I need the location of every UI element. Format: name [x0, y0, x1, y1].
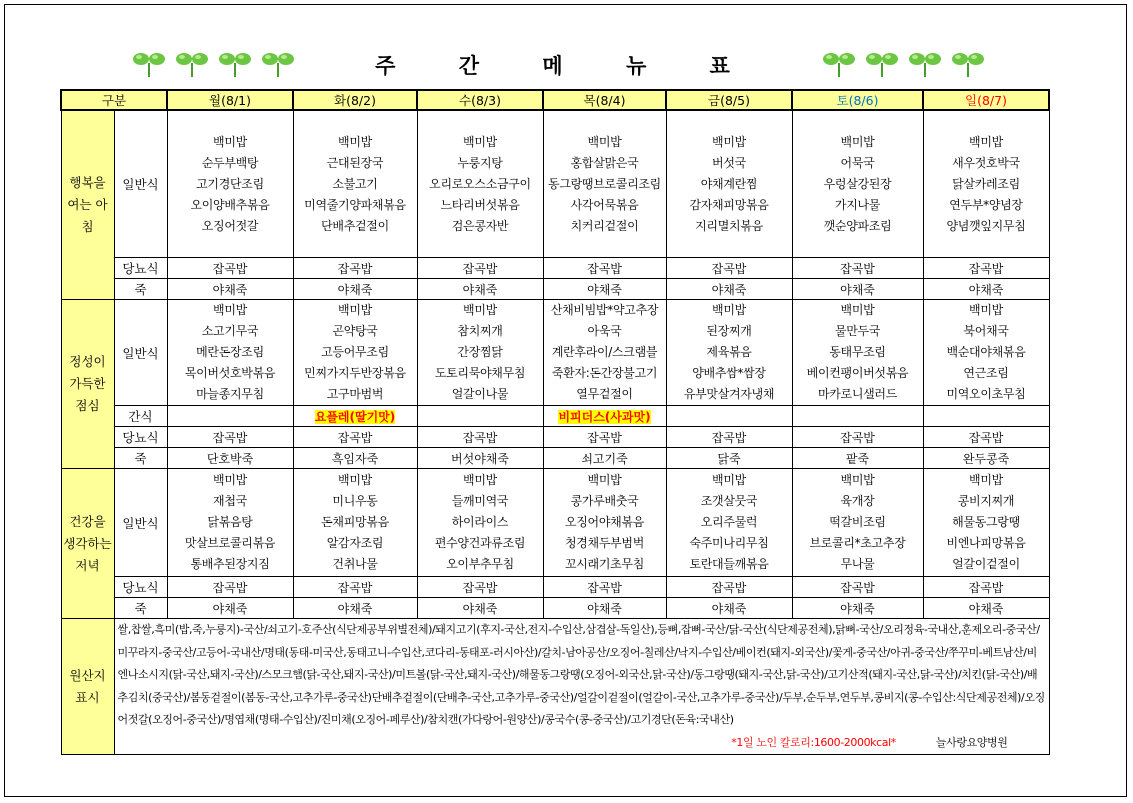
sub-row-value: 야채죽 [923, 598, 1049, 619]
menu-item: 치커리겉절이 [570, 218, 639, 233]
menu-item: 고등어무조림 [321, 345, 389, 359]
menu-item: 해물동그랑땡 [952, 515, 1020, 529]
menu-item-list [294, 300, 417, 405]
menu-item: 누룽지탕 [457, 155, 503, 170]
sub-row-value: 야채죽 [543, 598, 666, 619]
menu-item: 백미밥 [587, 473, 622, 487]
menu-item: 고기경단조림 [196, 176, 264, 191]
menu-item: 제육볶음 [706, 345, 752, 359]
menu-item-list [294, 132, 417, 237]
sub-row-value: 단호박죽 [167, 448, 293, 469]
menu-item: 닭볶음탕 [207, 515, 253, 529]
menu-cell [167, 300, 293, 406]
menu-cell [666, 300, 792, 406]
origin-footer [118, 732, 1046, 755]
sub-row-value: 잡곡밥 [923, 577, 1049, 598]
sub-row-value: 잡곡밥 [417, 258, 543, 279]
menu-item: 간장찜닭 [457, 345, 503, 359]
sub-row-value: 야채죽 [417, 279, 543, 300]
menu-item: 야채계란찜 [700, 176, 758, 191]
menu-item: 백미밥 [712, 134, 746, 149]
day-header [792, 90, 923, 110]
menu-item: 백미밥 [840, 473, 875, 487]
menu-item: 느타리버섯볶음 [440, 197, 520, 212]
sub-row-value: 잡곡밥 [543, 258, 666, 279]
sub-row-value: 야채죽 [293, 279, 417, 300]
meal-sub-row [61, 427, 1049, 448]
menu-item: 맛살브로콜리볶음 [184, 536, 276, 550]
menu-item: 비엔나피망볶음 [946, 536, 1026, 550]
menu-item: 미니우동 [332, 494, 378, 508]
menu-item: 목이버섯호박볶음 [184, 366, 276, 380]
sub-row-value: 잡곡밥 [792, 427, 923, 448]
day-date: (8/4) [595, 93, 626, 108]
sub-row-value [923, 406, 1049, 427]
meal-name: 건강을 생각하는 저녁 [61, 469, 114, 619]
menu-item: 얼갈이겉절이 [952, 557, 1020, 571]
sub-row-value [543, 406, 666, 427]
menu-item: 얼갈이나물 [451, 387, 509, 401]
sub-row-value: 버섯야채죽 [417, 448, 543, 469]
menu-item-list [793, 470, 923, 575]
menu-item: 백미밥 [463, 303, 497, 317]
origin-text: 쌀,찹쌀,흑미(밥,죽,누룽지)-국산/쇠고기-호주산(식단제공부위별전체)/돼지고기(후지-국산,전지-수입산,삼겹살-독일산),등뼈,잡뼈-국산/닭-국산(식단제공전체),닭뼈-국산/오리정육-국내산,훈제오리-중국산/미꾸라지-중국산/고등어-국내산/명태(동태-미국산,동태고니-수입산,코다리-동태포-러시아산)/갈치-남아공산/오징어-칠레산/낙지-수입산/베이컨(돼지-외국산)/꽃게-중국산/아귀-중국산/쭈꾸미-베트남산/비엔나소시지(닭-국산,돼지-국산)/스모크햄(닭-국산,돼지-국산)/미트볼(닭-국산,돼지-국산)/해물동그랑땡(오징어-외국산,닭-국산)/동그랑땡(돼지-국산,닭-국산)/고기산적(돼지-국산,닭-국산)/치킨(닭-국산)/배추김치(중국산)/봄동겉절이(봄동-국산,고추가루-중국산)단배추겉절이(단배추-국산,고추가루-중국산)/얼갈이겉절이(얼갈이-국산,고추가루-중국산)/두부,순두부,연두부,콩비지(콩-수입산:식단제공전체)/오징어젓갈(오징어-중국산)/명엽채(명태-수입산)/진미채(오징어-페루산)/참치캔(가다랑어-원양산)/콩국수(콩-중국산)/고기경단(돈육:국내산) [117, 623, 1045, 726]
sub-row-value: 야채죽 [923, 279, 1049, 300]
day-header [666, 90, 792, 110]
day-header [167, 90, 293, 110]
menu-item: 무나물 [840, 557, 875, 571]
menu-item: 하이라이스 [451, 515, 509, 529]
sub-row-value: 팥죽 [792, 448, 923, 469]
menu-item: 오징어야채볶음 [564, 515, 645, 529]
day-date: (8/1) [221, 93, 251, 108]
menu-item: 우렁살강된장 [823, 176, 892, 191]
origin-label: 원산지 표시 [61, 619, 114, 755]
menu-item: 북어채국 [963, 324, 1009, 338]
menu-item-list [793, 300, 923, 405]
day-header [293, 90, 417, 110]
day-header [417, 90, 543, 110]
day-date: (8/7) [977, 93, 1007, 108]
sub-row-value: 잡곡밥 [543, 427, 666, 448]
menu-cell [293, 469, 417, 577]
header-row [61, 90, 1049, 110]
menu-item: 백미밥 [712, 303, 746, 317]
menu-item: 민찌가지두반장볶음 [304, 366, 406, 380]
menu-cell [167, 469, 293, 577]
sub-row-value: 잡곡밥 [792, 577, 923, 598]
menu-item: 가지나물 [834, 197, 881, 212]
sub-row-label: 당뇨식 [114, 427, 167, 448]
day-date: (8/3) [471, 93, 501, 108]
menu-item: 백미밥 [712, 473, 746, 487]
menu-cell [792, 110, 923, 258]
sub-row-value: 닭죽 [666, 448, 792, 469]
menu-item: 백미밥 [969, 134, 1003, 149]
menu-item: 백미밥 [213, 134, 247, 149]
sub-row-value: 잡곡밥 [167, 258, 293, 279]
day-name: 일 [965, 93, 978, 108]
meal-regular-row [61, 110, 1049, 258]
sub-row-label: 당뇨식 [114, 258, 167, 279]
menu-item: 돈채피망볶음 [321, 515, 389, 529]
sub-row-value [293, 406, 417, 427]
menu-cell [543, 110, 666, 258]
menu-item: 도토리묵야채무침 [434, 366, 526, 380]
menu-item-list [418, 470, 543, 575]
menu-item: 백미밥 [338, 473, 372, 487]
menu-item-list [924, 470, 1049, 575]
sub-row-value: 잡곡밥 [666, 427, 792, 448]
menu-item-list [294, 470, 417, 575]
menu-item: 곤약탕국 [332, 324, 378, 338]
menu-item: 마늘종지무침 [196, 387, 264, 401]
day-header [543, 90, 666, 110]
sub-row-value: 완두콩죽 [923, 448, 1049, 469]
menu-item: 베이컨팽이버섯볶음 [806, 366, 909, 380]
meal-sub-row [61, 406, 1049, 427]
menu-item: 깻순양파조림 [823, 218, 892, 233]
sub-row-value: 잡곡밥 [543, 577, 666, 598]
menu-item: 미역줄기양파채볶음 [304, 197, 406, 212]
sub-row-value: 야채죽 [666, 279, 792, 300]
regular-diet-label: 일반식 [114, 469, 167, 577]
menu-item: 지리멸치볶음 [695, 218, 763, 233]
sub-row-value: 쇠고기죽 [543, 448, 666, 469]
origin-row [61, 619, 1049, 755]
day-name: 목 [583, 93, 596, 108]
menu-item: 버섯국 [712, 155, 746, 170]
menu-item-list [667, 132, 792, 237]
meal-sub-row [61, 448, 1049, 469]
meal-name: 정성이 가득한 점심 [61, 300, 114, 469]
sub-row-value: 야채죽 [293, 598, 417, 619]
meal-sub-row [61, 258, 1049, 279]
sub-row-value: 야채죽 [417, 598, 543, 619]
sub-row-value: 잡곡밥 [293, 258, 417, 279]
menu-cell [666, 469, 792, 577]
menu-item: 조갯살뭇국 [700, 494, 758, 508]
sub-row-value: 잡곡밥 [293, 577, 417, 598]
menu-item-list [667, 300, 792, 405]
menu-item: 숙주미나리무침 [689, 536, 769, 550]
menu-item: 재첩국 [213, 494, 247, 508]
menu-cell [543, 300, 666, 406]
menu-item: 양배추쌈*쌈장 [692, 366, 766, 380]
menu-cell [293, 300, 417, 406]
page-title: 주 간 메 뉴 표 [375, 54, 758, 78]
menu-item-list [168, 470, 293, 575]
regular-diet-label: 일반식 [114, 300, 167, 406]
sub-row-value: 잡곡밥 [666, 577, 792, 598]
menu-cell [417, 469, 543, 577]
menu-item: 떡갈비조림 [829, 515, 886, 529]
menu-item: 검은콩자반 [451, 218, 509, 233]
menu-item: 백미밥 [587, 134, 622, 149]
menu-cell [417, 110, 543, 258]
menu-item: 근대된장국 [326, 155, 384, 170]
menu-cell [923, 110, 1049, 258]
calorie-note: *1일 노인 칼로리:1600-2000kcal* [731, 735, 896, 749]
sub-row-value: 잡곡밥 [666, 258, 792, 279]
sub-row-value: 야채죽 [792, 598, 923, 619]
menu-item: 꼬시래기초무침 [564, 557, 645, 571]
menu-item: 어묵국 [840, 155, 875, 170]
menu-item: 동태무조림 [829, 345, 886, 359]
snack-highlight: 비피더스(사과맛) [558, 409, 651, 424]
day-name: 금 [708, 93, 721, 108]
meal-sub-row [61, 279, 1049, 300]
menu-item: 참치찌개 [457, 324, 503, 338]
menu-item: 된장찌개 [706, 324, 752, 338]
sub-row-value: 잡곡밥 [792, 258, 923, 279]
menu-item: 홍합살맑은국 [570, 155, 639, 170]
sub-row-value [167, 406, 293, 427]
menu-item: 오이양배추볶음 [190, 197, 270, 212]
menu-item: 백미밥 [463, 134, 497, 149]
sub-row-label: 죽 [114, 279, 167, 300]
menu-item-list [924, 300, 1049, 405]
sub-row-value: 잡곡밥 [167, 427, 293, 448]
menu-item: 오리주물럭 [700, 515, 758, 529]
menu-cell [792, 469, 923, 577]
sub-row-value [417, 406, 543, 427]
sub-row-value: 잡곡밥 [167, 577, 293, 598]
menu-item-list [544, 300, 666, 405]
menu-item: 육개장 [840, 494, 875, 508]
day-name: 수 [459, 93, 472, 108]
menu-item: 백미밥 [969, 473, 1003, 487]
menu-item: 들깨미역국 [451, 494, 509, 508]
day-date: (8/5) [720, 93, 750, 108]
menu-item-list [544, 470, 666, 575]
menu-item: 토란대들깨볶음 [689, 557, 769, 571]
menu-item: 백순대야채볶음 [946, 345, 1026, 359]
menu-item: 동그랑땡브로콜리조림 [548, 176, 661, 191]
day-header [923, 90, 1049, 110]
header-label: 구분 [61, 90, 167, 110]
sub-row-label: 죽 [114, 448, 167, 469]
menu-item: 미역오이초무침 [946, 387, 1026, 401]
menu-cell [923, 300, 1049, 406]
sub-row-label: 당뇨식 [114, 577, 167, 598]
day-name: 월 [209, 93, 222, 108]
menu-item: 오징어젓갈 [201, 218, 259, 233]
sub-row-label: 죽 [114, 598, 167, 619]
menu-item-list [924, 132, 1049, 237]
menu-cell [792, 300, 923, 406]
sub-row-value: 잡곡밥 [293, 427, 417, 448]
menu-item: 알감자조림 [326, 536, 384, 550]
sub-row-value: 잡곡밥 [417, 427, 543, 448]
menu-item: 연근조림 [963, 366, 1009, 380]
sprout-icon [951, 48, 985, 78]
menu-item: 유부맛살겨자냉채 [683, 387, 775, 401]
menu-item: 열무겉절이 [576, 387, 633, 401]
menu-item-list [667, 470, 792, 575]
menu-cell [923, 469, 1049, 577]
menu-item: 단배추겉절이 [321, 218, 389, 233]
menu-item: 연두부*양념장 [949, 197, 1023, 212]
meal-sub-row [61, 577, 1049, 598]
menu-item: 사각어묵볶음 [570, 197, 639, 212]
menu-item: 백미밥 [969, 303, 1003, 317]
menu-cell [666, 110, 792, 258]
menu-item: 물만두국 [834, 324, 881, 338]
sprout-decoration-right [822, 48, 985, 78]
menu-item: 브로콜리*초고추장 [809, 536, 906, 550]
meal-sub-row [61, 598, 1049, 619]
menu-item: 소고기무국 [201, 324, 259, 338]
sub-row-value: 야채죽 [666, 598, 792, 619]
menu-item: 메란돈장조림 [196, 345, 264, 359]
menu-item: 아욱국 [587, 324, 622, 338]
day-date: (8/6) [848, 93, 879, 108]
menu-item-list [168, 132, 293, 237]
menu-item: 산채비빔밥*약고추장 [550, 303, 659, 317]
meal-name: 행복을 여는 아침 [61, 110, 114, 300]
day-date: (8/2) [346, 93, 376, 108]
menu-item: 청경채두부범벅 [564, 536, 645, 550]
menu-item: 건취나물 [332, 557, 378, 571]
menu-item: 감자채피망볶음 [689, 197, 769, 212]
menu-item: 새우젓호박국 [952, 155, 1020, 170]
sub-row-label: 간식 [114, 406, 167, 427]
sub-row-value: 잡곡밥 [923, 258, 1049, 279]
sub-row-value: 야채죽 [167, 598, 293, 619]
menu-item-list [544, 132, 666, 237]
sprout-icon [822, 48, 856, 78]
menu-item: 마카로니샐러드 [817, 387, 898, 401]
menu-item: 고구마범벅 [326, 387, 384, 401]
menu-item: 백미밥 [840, 303, 875, 317]
menu-cell [543, 469, 666, 577]
menu-item: 백미밥 [463, 473, 497, 487]
menu-item: 백미밥 [213, 473, 247, 487]
menu-item: 순두부백탕 [201, 155, 259, 170]
menu-item: 백미밥 [338, 134, 372, 149]
sub-row-value: 흑임자죽 [293, 448, 417, 469]
menu-item: 죽환자:돈간장불고기 [551, 366, 658, 380]
day-name: 화 [334, 93, 347, 108]
menu-item: 백미밥 [213, 303, 247, 317]
menu-item: 백미밥 [840, 134, 875, 149]
regular-diet-label: 일반식 [114, 110, 167, 258]
menu-item-list [168, 300, 293, 405]
origin-details [114, 619, 1049, 755]
menu-item-list [793, 132, 923, 237]
sub-row-value: 잡곡밥 [923, 427, 1049, 448]
hospital-name: 늘사랑요양병원 [935, 735, 1008, 749]
menu-item: 양념깻잎지무침 [946, 218, 1026, 233]
menu-cell [293, 110, 417, 258]
sub-row-value: 야채죽 [167, 279, 293, 300]
menu-item-list [418, 300, 543, 405]
menu-item: 통배추된장지짐 [190, 557, 270, 571]
menu-item: 백미밥 [338, 303, 372, 317]
menu-item: 계란후라이/스크램블 [551, 345, 658, 359]
sub-row-value: 잡곡밥 [417, 577, 543, 598]
sub-row-value: 야채죽 [543, 279, 666, 300]
menu-item-list [418, 132, 543, 237]
menu-item: 편수양건과류조림 [434, 536, 526, 550]
weekly-menu-table [60, 89, 1050, 755]
menu-item: 닭살카레조림 [952, 176, 1020, 191]
menu-item: 소불고기 [332, 176, 378, 191]
sub-row-value [792, 406, 923, 427]
menu-cell [417, 300, 543, 406]
meal-regular-row [61, 300, 1049, 406]
sprout-icon [908, 48, 942, 78]
menu-item: 콩비지찌개 [957, 494, 1015, 508]
sprout-icon [865, 48, 899, 78]
menu-item: 오리로오스소금구이 [429, 176, 531, 191]
menu-cell [167, 110, 293, 258]
day-name: 토 [836, 93, 849, 108]
menu-item: 오이부추무침 [446, 557, 514, 571]
meal-regular-row [61, 469, 1049, 577]
menu-item: 콩가루배춧국 [570, 494, 639, 508]
snack-highlight: 요플레(딸기맛) [314, 409, 396, 424]
sub-row-value: 야채죽 [792, 279, 923, 300]
sub-row-value [666, 406, 792, 427]
